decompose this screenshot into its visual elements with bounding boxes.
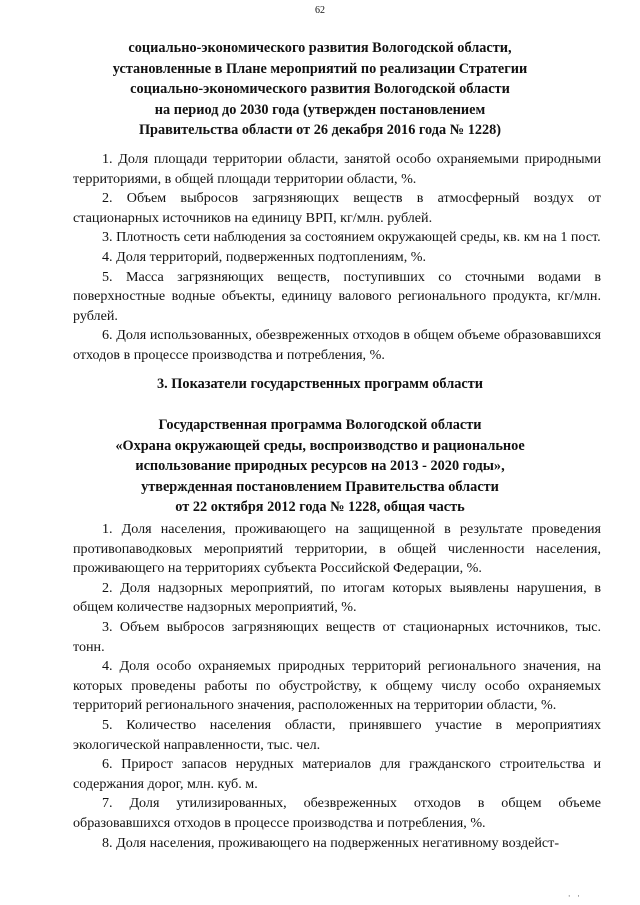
heading-line: установленные в Плане мероприятий по реализации Стратегии [112, 60, 528, 77]
list-item: 3. Объем выбросов загрязняющих веществ от стационарных источников, тыс. тонн. [73, 618, 601, 655]
heading-line: социально-экономического развития Вологодской области, [128, 40, 512, 56]
list-item: 8. Доля населения, проживающего на подверженных негативному воздейст- [102, 834, 560, 851]
list-item: 4. Доля особо охраняемых природных территорий регионального значения, на которых проведены работы по обустройству, к общему числу особо охраняемых территорий регионального значения, расположенных на территории области, %. [73, 658, 601, 714]
heading-line: социально-экономического развития Вологодской области [130, 81, 510, 97]
strategy-indicators-heading [0, 38, 640, 141]
program-indicators-list [73, 520, 601, 853]
list-item: 6. Прирост запасов нерудных материалов для гражданского строительства и содержания дорог, млн. куб. м. [73, 756, 601, 792]
section-heading [0, 374, 640, 395]
list-item: 4. Доля территорий, подверженных подтоплениям, %. [102, 248, 427, 265]
list-item: 1. Доля площади территории области, занятой особо охраняемыми природными территориями, в общей площади территории области, %. [73, 151, 601, 187]
heading-line: «Охрана окружающей среды, воспроизводство и рациональное [115, 437, 525, 454]
heading-line: Государственная программа Вологодской области [158, 417, 482, 433]
list-item: 5. Масса загрязняющих веществ, поступивших со сточными водами в поверхностные водные объекты, единицу валового регионального продукта, кг/млн. рублей. [73, 268, 601, 324]
program-heading [0, 415, 640, 518]
list-item: 6. Доля использованных, обезвреженных отходов в общем объеме образовавшихся отходов в процессе производства и потребления, %. [73, 327, 601, 363]
strategy-indicators-list [73, 150, 601, 366]
list-item: 7. Доля утилизированных, обезвреженных отходов в общем объеме образовавшихся отходов в процессе производства и потребления, %. [73, 795, 601, 831]
corner-mark: · · [567, 891, 582, 901]
section-title: 3. Показатели государственных программ области [157, 376, 483, 392]
heading-line: утвержденная постановлением Правительства области [141, 478, 499, 495]
heading-line: на период до 2030 года (утвержден постановлением [154, 101, 486, 118]
list-item: 3. Плотность сети наблюдения за состоянием окружающей среды, кв. км на 1 пост. [102, 229, 601, 246]
list-item: 2. Доля надзорных мероприятий, по итогам которых выявлены нарушения, в общем количестве надзорных мероприятий, %. [73, 579, 601, 616]
list-item: 2. Объем выбросов загрязняющих веществ в атмосферный воздух от стационарных источников на единицу ВРП, кг/млн. рублей. [73, 190, 601, 226]
heading-line: использование природных ресурсов на 2013 - 2020 годы», [135, 458, 505, 474]
page-number: 62 [315, 5, 325, 16]
list-item: 5. Количество населения области, принявшего участие в мероприятиях экологической направленности, тыс. чел. [73, 716, 601, 753]
list-item: 1. Доля населения, проживающего на защищенной в результате проведения противопаводковых мероприятий территории, в общей численности населения, проживающего на территориях субъекта Российской Федерации, %. [73, 521, 601, 577]
heading-line: от 22 октября 2012 года № 1228, общая часть [175, 499, 465, 515]
heading-line: Правительства области от 26 декабря 2016 года № 1228) [138, 122, 502, 138]
